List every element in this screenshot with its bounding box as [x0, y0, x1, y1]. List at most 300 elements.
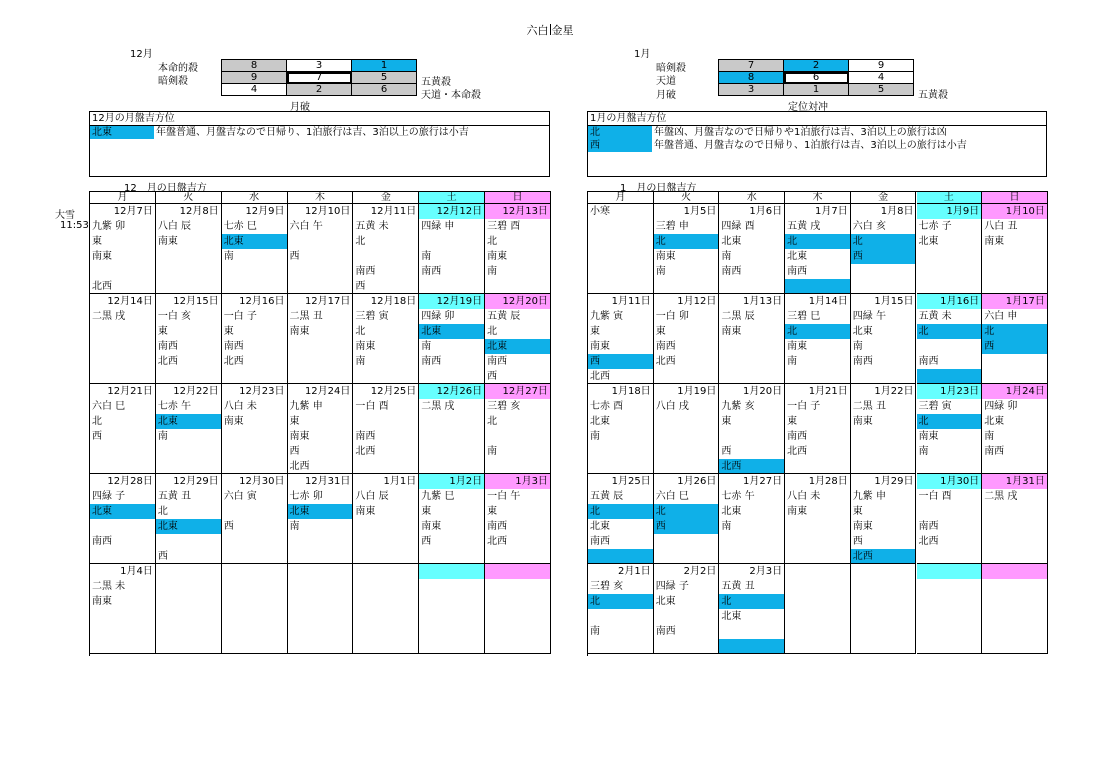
jan-day-star: 五黄 未	[918, 311, 952, 322]
dec-day-cell	[353, 204, 419, 294]
dec-day-direction: 西	[223, 521, 234, 532]
jan-day-direction	[719, 354, 784, 369]
right-row-label-2: 天道	[656, 76, 676, 87]
grid-cell: 1	[784, 84, 849, 96]
dec-day-direction: 南	[421, 341, 432, 352]
dec-day-direction: 北	[157, 506, 168, 517]
jan-day-direction: 西	[588, 354, 653, 369]
jan-day-direction	[917, 624, 982, 639]
jan-day-direction	[982, 504, 1047, 519]
dec-day-direction: 南西	[355, 431, 376, 442]
jan-day-cell	[982, 294, 1048, 384]
jan-day-date: 2月2日	[683, 566, 717, 577]
jan-day-direction: 北西	[851, 549, 916, 564]
dec-day-cell	[288, 564, 354, 654]
jan-day-direction	[917, 639, 982, 654]
jan-day-cell	[654, 564, 720, 654]
dec-day-direction	[419, 414, 484, 429]
jan-day-star	[917, 579, 982, 594]
grid-cell: 9	[849, 60, 914, 72]
jan-day-direction: 南西	[918, 521, 939, 532]
jan-day-direction: 北東	[590, 416, 610, 427]
jan-day-date	[917, 564, 982, 579]
right-box-title: 1月の月盤吉方位	[588, 112, 1046, 126]
left-right-label-2: 五黄殺	[421, 77, 451, 88]
jan-day-direction-highlight	[719, 639, 784, 654]
dec-day-direction: 南西	[487, 521, 508, 532]
jan-day-direction: 南西	[918, 356, 939, 367]
jan-day-direction	[917, 549, 982, 564]
dec-day-date: 12月17日	[304, 296, 351, 307]
jan-day-direction: 南西	[721, 266, 742, 277]
dec-day-date: 12月30日	[239, 476, 285, 487]
dec-day-direction: 南東	[223, 416, 244, 427]
dec-day-star: 八白 辰	[355, 491, 389, 502]
left-row-label-2: 暗剣殺	[158, 76, 188, 87]
jan-day-cell	[785, 204, 851, 294]
dec-day-star	[222, 579, 287, 594]
jan-day-direction	[917, 594, 982, 609]
grid-cell: 5	[352, 72, 417, 84]
jan-day-direction	[851, 264, 916, 279]
dec-day-direction	[156, 279, 221, 294]
left-right-label-3: 天道・本命殺	[421, 90, 481, 101]
dec-day-direction: 南	[157, 431, 168, 442]
jan-day-direction	[982, 534, 1047, 549]
dec-day-direction	[353, 624, 418, 639]
jan-day-direction	[719, 549, 784, 564]
jan-day-star	[785, 579, 850, 594]
dec-day-date: 12月23日	[239, 386, 285, 397]
dec-day-cell	[90, 204, 156, 294]
title-right: 金星	[551, 24, 574, 37]
jan-day-direction: 南西	[852, 356, 873, 367]
dec-day-direction	[353, 519, 418, 534]
dec-day-direction: 南東	[92, 596, 112, 607]
dec-day-direction	[485, 279, 550, 294]
right-below-label: 定位対冲	[788, 102, 828, 113]
jan-day-direction: 北西	[719, 459, 784, 474]
jan-day-direction: 東	[852, 506, 863, 517]
jan-day-star: 六白 申	[984, 311, 1018, 322]
dec-weekday-header: 土	[419, 192, 485, 204]
dec-day-direction: 南	[223, 251, 234, 262]
dec-day-direction	[156, 369, 221, 384]
jan-day-direction-highlight	[588, 549, 653, 564]
jan-day-direction	[785, 534, 850, 549]
dec-day-cell	[156, 294, 222, 384]
dec-day-cell	[90, 294, 156, 384]
jan-day-cell	[851, 474, 917, 564]
jan-day-star: 四緑 子	[655, 581, 689, 592]
dec-day-direction: 東	[223, 326, 234, 337]
dec-day-date: 12月22日	[173, 386, 219, 397]
dec-day-direction: 南	[355, 356, 366, 367]
jan-day-star: 九紫 申	[852, 491, 886, 502]
jan-day-direction	[654, 429, 719, 444]
jan-day-direction: 東	[787, 416, 798, 427]
dec-day-direction	[419, 369, 484, 384]
jan-day-direction: 南東	[787, 506, 808, 517]
jan-day-direction	[917, 339, 982, 354]
dec-day-direction: 北西	[289, 461, 310, 472]
dec-day-direction: 西	[487, 371, 498, 382]
grid-cell: 2	[287, 84, 352, 96]
jan-day-direction: 南	[590, 431, 600, 442]
dec-day-direction	[419, 549, 484, 564]
dec-day-direction	[222, 594, 287, 609]
jan-day-direction	[851, 444, 916, 459]
dec-day-direction: 北西	[355, 446, 376, 457]
dec-day-date: 12月13日	[485, 204, 550, 219]
jan-day-cell	[917, 564, 983, 654]
dec-day-star: 八白 未	[223, 401, 257, 412]
dec-day-direction	[288, 624, 353, 639]
jan-day-cell	[588, 474, 654, 564]
jan-day-direction: 西	[851, 249, 916, 264]
jan-day-star: 四緑 卯	[984, 401, 1018, 412]
jan-day-direction	[588, 444, 653, 459]
dec-day-date: 12月19日	[419, 294, 484, 309]
jan-day-cell	[982, 384, 1048, 474]
right-box-row	[588, 139, 1046, 152]
jan-day-direction: 北東	[787, 251, 808, 262]
jan-day-direction	[982, 354, 1047, 369]
dec-day-direction	[353, 549, 418, 564]
dec-day-date: 12月18日	[370, 296, 417, 307]
dec-day-direction	[156, 639, 221, 654]
jan-day-cell	[785, 294, 851, 384]
dec-day-direction	[90, 549, 155, 564]
jan-day-star: 七赤 午	[721, 491, 755, 502]
dec-weekday-header: 火	[156, 192, 222, 204]
jan-day-star: 四緑 酉	[721, 221, 755, 232]
jan-day-star: 一白 酉	[918, 491, 952, 502]
jan-weekday-header: 土	[917, 192, 983, 204]
jan-day-direction: 南	[721, 521, 732, 532]
jan-day-direction: 北	[982, 324, 1047, 339]
jan-day-cell	[917, 204, 983, 294]
grid-cell: 6	[352, 84, 417, 96]
jan-day-direction: 北東	[852, 326, 873, 337]
jan-day-direction: 北	[851, 234, 916, 249]
jan-day-star: 一白 卯	[655, 311, 689, 322]
dec-weekday-header: 木	[288, 192, 354, 204]
dec-weekday-header: 日	[485, 192, 551, 204]
dec-day-direction	[90, 369, 155, 384]
dec-day-date: 12月11日	[370, 206, 417, 217]
jan-day-direction	[588, 249, 653, 264]
jan-day-date: 1月11日	[611, 296, 651, 307]
jan-day-direction	[588, 264, 653, 279]
dec-day-star: 三碧 亥	[487, 401, 521, 412]
dec-day-cell	[485, 294, 551, 384]
dec-day-cell	[90, 474, 156, 564]
jan-day-direction	[851, 624, 916, 639]
jan-day-direction	[982, 264, 1047, 279]
left-box-title: 12月の月盤吉方位	[90, 112, 549, 126]
jan-day-direction: 南	[787, 356, 798, 367]
jan-day-direction: 南	[918, 446, 929, 457]
dec-day-cell	[485, 384, 551, 474]
jan-day-direction: 北東	[721, 506, 742, 517]
grid-cell-center: 6	[784, 72, 849, 84]
jan-weekday-header: 水	[719, 192, 785, 204]
dec-day-star: 二黒 戌	[421, 401, 455, 412]
jan-day-direction: 北	[588, 504, 653, 519]
dec-day-date: 12月9日	[245, 206, 285, 217]
left-calendar-caption: 12 月の日盤吉方	[124, 183, 207, 194]
jan-day-direction	[917, 459, 982, 474]
dec-day-direction: 北西	[157, 356, 178, 367]
dec-day-date: 12月29日	[173, 476, 219, 487]
dec-day-cell	[288, 384, 354, 474]
jan-day-direction: 北東	[721, 611, 742, 622]
dec-day-cell	[222, 294, 288, 384]
dec-day-direction	[288, 609, 353, 624]
jan-day-direction: 北東	[721, 236, 742, 247]
jan-day-date: 1月30日	[917, 474, 982, 489]
dec-day-cell	[222, 564, 288, 654]
jan-day-direction: 西	[982, 339, 1047, 354]
jan-day-direction	[851, 639, 916, 654]
dec-day-direction: 北東	[222, 234, 287, 249]
jan-day-cell	[719, 564, 785, 654]
jan-day-direction: 北	[785, 234, 850, 249]
dec-day-direction	[156, 594, 221, 609]
jan-day-star: 五黄 丑	[721, 581, 755, 592]
dec-day-direction	[288, 354, 353, 369]
jan-day-cell	[851, 564, 917, 654]
jan-day-direction: 南西	[984, 446, 1005, 457]
jan-day-direction: 南	[721, 251, 732, 262]
dec-day-cell	[485, 204, 551, 294]
jan-weekday-header: 金	[851, 192, 917, 204]
dec-day-direction	[222, 504, 287, 519]
jan-day-direction	[719, 279, 784, 294]
jan-day-star: 七赤 酉	[590, 401, 624, 412]
jan-day-cell	[851, 294, 917, 384]
jan-day-cell	[785, 474, 851, 564]
dec-weekday-header: 月	[90, 192, 156, 204]
dec-day-star: 一白 酉	[355, 401, 389, 412]
jan-day-direction: 北	[917, 414, 982, 429]
dec-day-date: 12月16日	[239, 296, 285, 307]
dec-day-star: 七赤 午	[157, 401, 192, 412]
dec-day-direction	[353, 609, 418, 624]
jan-day-star: 八白 丑	[984, 221, 1018, 232]
dec-day-star: 五黄 未	[355, 221, 389, 232]
jan-day-direction	[982, 459, 1047, 474]
jan-day-direction: 北西	[655, 356, 676, 367]
dec-day-date: 12月12日	[419, 204, 484, 219]
right-box-dir: 北	[588, 126, 652, 139]
jan-day-direction: 南	[655, 266, 666, 277]
jan-day-date: 1月26日	[677, 476, 717, 487]
jan-day-direction	[917, 249, 982, 264]
jan-day-direction: 西	[654, 519, 719, 534]
dec-day-date	[353, 564, 418, 579]
dec-day-direction	[485, 429, 550, 444]
jan-day-direction	[654, 369, 719, 384]
jan-day-cell	[719, 294, 785, 384]
dec-day-cell	[90, 384, 156, 474]
dec-day-direction: 北東	[485, 339, 550, 354]
jan-day-cell	[588, 204, 654, 294]
jan-day-direction: 南西	[787, 266, 808, 277]
dec-day-direction: 東	[487, 506, 498, 517]
dec-day-direction	[222, 264, 287, 279]
dec-day-star: 三碧 酉	[487, 221, 521, 232]
dec-day-date: 12月14日	[107, 296, 153, 307]
jan-day-direction	[588, 639, 653, 654]
right-row-label-1: 暗剣殺	[656, 63, 686, 74]
jan-day-date: 1月7日	[815, 206, 848, 217]
dec-day-direction: 南	[289, 521, 300, 532]
jan-day-cell	[785, 384, 851, 474]
right-box-dir: 西	[588, 139, 652, 152]
jan-day-direction: 南西	[787, 431, 808, 442]
jan-day-cell	[588, 564, 654, 654]
jan-day-direction: 南西	[655, 626, 676, 637]
dec-day-direction	[419, 594, 484, 609]
dec-day-direction: 北	[487, 236, 498, 247]
jan-day-direction	[982, 609, 1047, 624]
jan-day-star: 八白 戌	[655, 401, 689, 412]
dec-day-date: 12月15日	[173, 296, 219, 307]
jan-day-direction: 南西	[590, 536, 610, 547]
dec-day-cell	[156, 474, 222, 564]
dec-day-direction	[485, 639, 550, 654]
jan-day-direction: 北	[917, 324, 982, 339]
dec-day-cell	[485, 474, 551, 564]
dec-day-direction: 東	[157, 326, 168, 337]
dec-day-direction	[353, 249, 418, 264]
jan-day-star: 七赤 子	[918, 221, 952, 232]
dec-day-direction	[90, 519, 155, 534]
dec-day-cell	[288, 204, 354, 294]
dec-day-direction: 西	[157, 551, 168, 562]
jan-day-date: 1月29日	[874, 476, 914, 487]
dec-day-direction	[288, 549, 353, 564]
dec-day-star: 九紫 卯	[92, 221, 126, 232]
dec-day-direction: 東	[421, 506, 432, 517]
jan-day-direction	[851, 429, 916, 444]
dec-day-direction	[288, 264, 353, 279]
jan-day-date: 1月27日	[742, 476, 783, 487]
dec-day-star: 六白 午	[289, 221, 323, 232]
dec-day-star: 九紫 申	[289, 401, 323, 412]
dec-day-star: 四緑 子	[92, 491, 126, 502]
jan-day-date: 1月18日	[611, 386, 651, 397]
dec-day-date: 12月25日	[370, 386, 417, 397]
jan-day-direction: 北	[785, 324, 850, 339]
jan-weekday-header: 火	[654, 192, 720, 204]
jan-day-star	[588, 219, 653, 234]
jan-day-direction	[785, 609, 850, 624]
dec-day-direction	[353, 369, 418, 384]
dec-day-direction: 南西	[157, 341, 178, 352]
jan-day-star: 五黄 辰	[590, 491, 624, 502]
dec-day-cell	[353, 384, 419, 474]
dec-day-direction	[288, 594, 353, 609]
jan-day-direction	[982, 624, 1047, 639]
jan-day-date: 1月10日	[982, 204, 1047, 219]
jan-day-cell	[982, 204, 1048, 294]
dec-day-cell	[222, 474, 288, 564]
jan-day-direction	[982, 549, 1047, 564]
dec-day-date: 12月27日	[485, 384, 550, 399]
dec-day-star: 二黒 丑	[289, 311, 323, 322]
jan-day-cell	[654, 474, 720, 564]
dec-day-date: 1月3日	[485, 474, 550, 489]
jan-day-direction	[654, 279, 719, 294]
jan-day-star	[982, 579, 1047, 594]
dec-day-direction: 東	[289, 416, 300, 427]
jan-day-cell	[719, 474, 785, 564]
dec-day-direction: 北	[487, 416, 498, 427]
dec-day-direction	[419, 279, 484, 294]
side-label-1: 大雪	[55, 210, 75, 221]
dec-day-direction	[288, 339, 353, 354]
jan-day-direction	[654, 444, 719, 459]
dec-day-direction	[156, 624, 221, 639]
grid-cell: 4	[222, 84, 287, 96]
left-below-label: 月破	[290, 102, 310, 113]
dec-day-cell	[419, 204, 485, 294]
dec-day-direction	[156, 249, 221, 264]
dec-day-direction	[353, 639, 418, 654]
dec-day-direction: 北西	[223, 356, 244, 367]
jan-day-date: 1月16日	[917, 294, 982, 309]
right-calendar-caption: 1 月の日盤吉方	[620, 183, 697, 194]
dec-day-direction	[222, 534, 287, 549]
dec-day-direction: 東	[92, 236, 102, 247]
dec-day-direction	[90, 354, 155, 369]
dec-day-direction	[222, 609, 287, 624]
jan-day-cell	[588, 294, 654, 384]
jan-day-cell	[851, 204, 917, 294]
dec-day-direction	[90, 324, 155, 339]
jan-day-direction	[982, 369, 1047, 384]
jan-day-star: 四緑 午	[852, 311, 886, 322]
jan-day-direction: 南	[852, 341, 863, 352]
dec-day-direction: 南東	[92, 251, 112, 262]
dec-day-direction: 北	[487, 326, 498, 337]
dec-day-direction	[90, 339, 155, 354]
dec-day-direction	[419, 459, 484, 474]
jan-day-direction	[982, 519, 1047, 534]
jan-day-cell	[982, 474, 1048, 564]
jan-day-direction: 南東	[721, 326, 742, 337]
dec-day-direction	[353, 594, 418, 609]
jan-day-direction: 北	[654, 234, 719, 249]
dec-day-date: 12月10日	[304, 206, 351, 217]
dec-day-date: 12月21日	[107, 386, 153, 397]
jan-day-date: 1月5日	[683, 206, 717, 217]
jan-day-direction	[785, 459, 850, 474]
dec-day-direction	[222, 369, 287, 384]
dec-day-direction	[90, 624, 155, 639]
dec-day-cell	[288, 294, 354, 384]
dec-day-direction: 北東	[156, 414, 221, 429]
jan-day-star: 八白 未	[787, 491, 821, 502]
dec-day-cell	[156, 204, 222, 294]
dec-day-direction: 南東	[289, 431, 310, 442]
grid-cell: 3	[719, 84, 784, 96]
jan-day-direction	[851, 594, 916, 609]
dec-day-direction: 南西	[421, 356, 442, 367]
